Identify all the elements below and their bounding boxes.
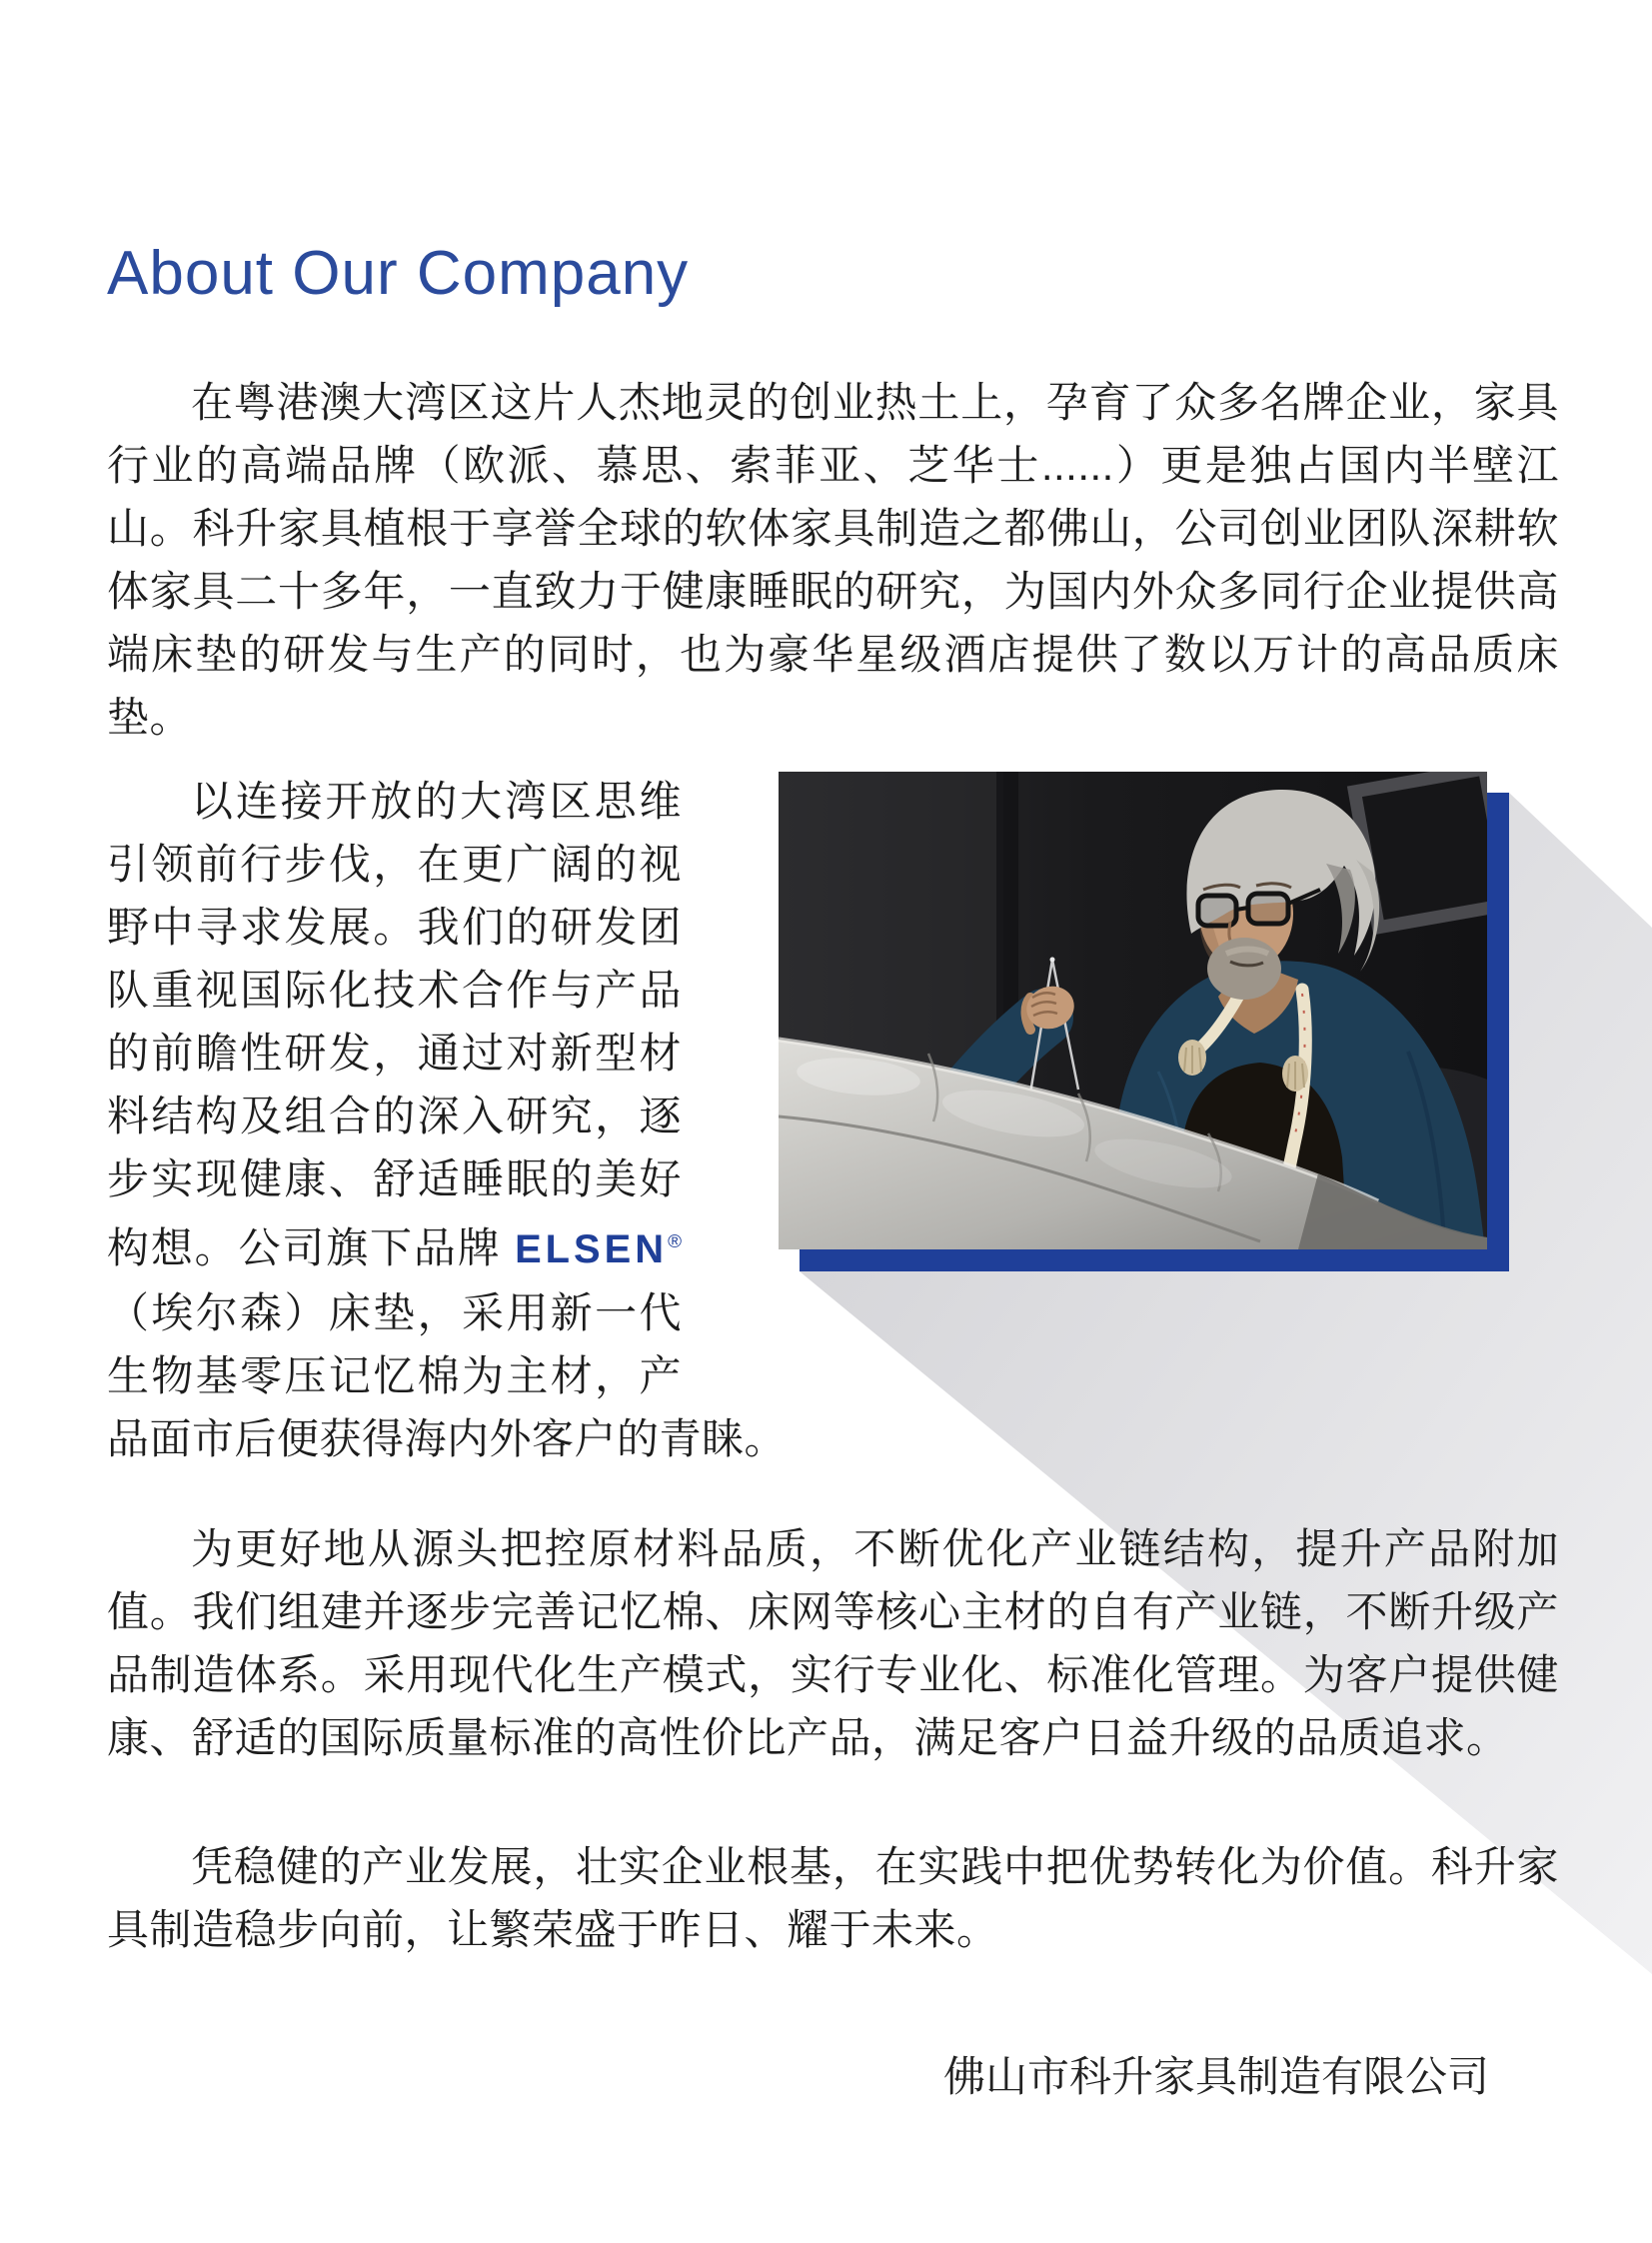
paragraph-intro: 在粤港澳大湾区这片人杰地灵的创业热土上，孕育了众多名牌企业，家具行业的高端品牌（欧派、慕思、索菲亚、芝华士......）更是独占国内半壁江山。科升家具植根于享誉全球的软体家具制造之都佛山，公司创业团队深耕软体家具二十多年，一直致力于健康睡眠的研究，为国内外众多同行企业提供高端床垫的研发与生产的同时，也为豪华星级酒店提供了数以万计的高品质床垫。 [107,379,1559,741]
registered-trademark-icon: ® [668,1231,682,1252]
paragraph-supply-chain: 为更好地从源头把控原材料品质，不断优化产业链结构，提升产品附加值。我们组建并逐步完善记忆棉、床网等核心主材的自有产业链，不断升级产品制造体系。采用现代化生产模式，实行专业化、标准化管理。为客户提供健康、舒适的国际质量标准的高性价比产品，满足客户日益升级的品质追求。 [107,1525,1559,1761]
footer-company-name: 佛山市科升家具制造有限公司 [942,2053,1489,2100]
brand-logo-elsen: ELSEN [515,1227,669,1271]
paragraph-brand-text-before: 以连接开放的大湾区思维引领前行步伐，在更广阔的视野中寻求发展。我们的研发团队重视国际化技术合作与产品的前瞻性研发，通过对新型材料结构及组合的深入研究，逐步实现健康、舒适睡眠的美好构想。公司旗下品牌 [107,778,682,1271]
paragraph-closing: 凭稳健的产业发展，壮实企业根基，在实践中把优势转化为价值。科升家具制造稳步向前，让繁荣盛于昨日、耀于未来。 [107,1843,1559,1953]
paragraph-brand-block [107,770,1559,1470]
photo-wrap-spacer [682,770,1559,1396]
page-title: About Our Company [107,239,690,308]
page-content [0,239,1652,2107]
paragraph-brand-text-after: （埃尔森）床垫，采用新一代生物基零压记忆棉为主材，产品面市后便获得海内外客户的青睐。 [107,1289,788,1462]
